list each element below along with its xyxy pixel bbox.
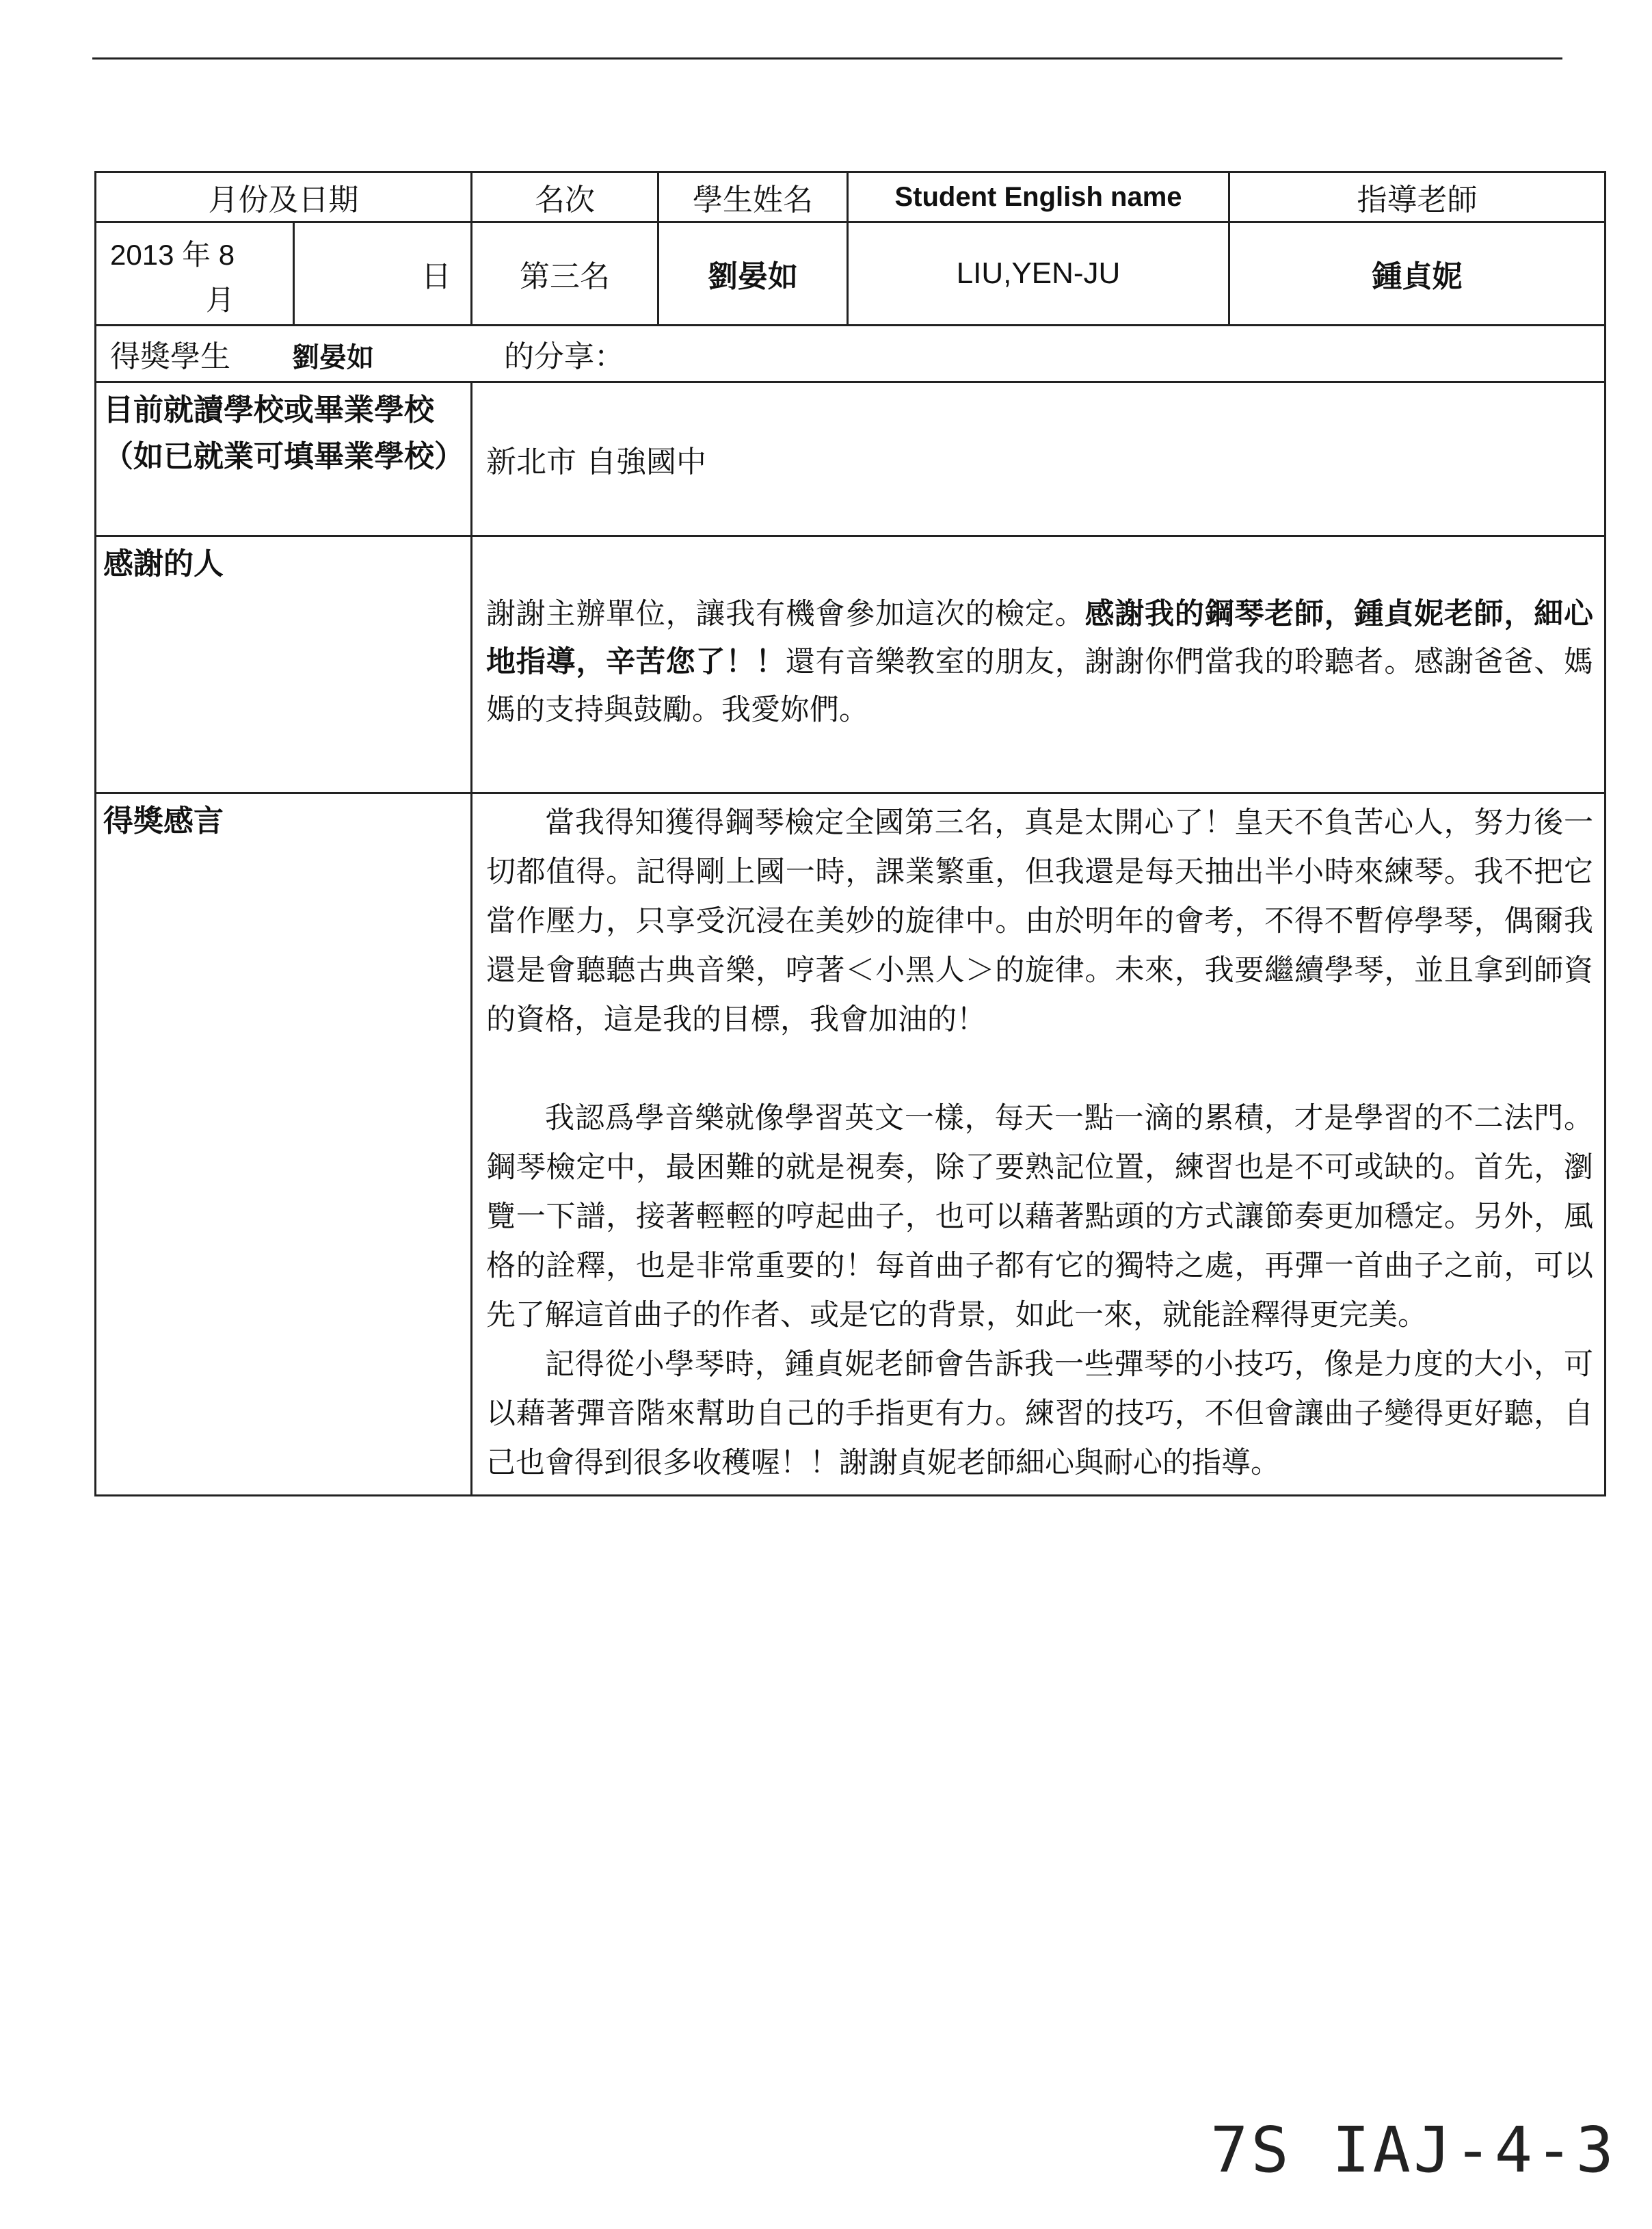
share-row: [96, 326, 1606, 382]
english-name-value: LIU,YEN-JU: [848, 222, 1229, 326]
record-row: [96, 222, 1606, 326]
share-line: [96, 326, 1606, 382]
award-paragraph-3: 記得從小學琴時，鍾貞妮老師會告訴我一些彈琴的小技巧，像是力度的大小，可以藉著彈音階來幫助自己的手指更有力。練習的技巧，不但會讓曲子變得更好聽，自己也會得到很多收穫喔！！謝謝貞妮老師細心與耐心的指導。: [486, 1347, 1593, 1480]
award-form-table: [94, 171, 1606, 1496]
share-prefix: 得獎學生: [110, 339, 230, 374]
header-english-name: Student English name: [848, 172, 1229, 222]
rank-value: 第三名: [472, 222, 658, 326]
thanks-text: [472, 536, 1606, 793]
thanks-text-2: 還有音樂教室的朋友，謝謝你們當我的聆聽者。感謝爸爸、媽媽的支持與鼓勵。我愛妳們。: [486, 645, 1594, 727]
teacher-value: 鍾貞妮: [1229, 222, 1606, 326]
thanks-label: 感謝的人: [96, 536, 472, 793]
school-value: 新北市 自強國中: [472, 382, 1606, 536]
school-row: [96, 382, 1606, 536]
top-rule: [92, 57, 1562, 60]
header-rank: 名次: [472, 172, 658, 222]
thanks-text-1: 謝謝主辦單位，讓我有機會參加這次的檢定。: [486, 597, 1085, 631]
date-day-cell: 日: [294, 222, 472, 326]
thanks-row: [96, 536, 1606, 793]
date-year-month-cell: [96, 222, 294, 326]
header-student: 學生姓名: [658, 172, 848, 222]
share-suffix: 的分享：: [504, 339, 624, 374]
share-student-name: 劉晏如: [292, 341, 374, 373]
year-month-value: 2013 年 8: [110, 239, 235, 271]
student-name-value: 劉晏如: [658, 222, 848, 326]
header-date: 月份及日期: [96, 172, 472, 222]
month-suffix: 月: [206, 283, 235, 317]
award-label: 得獎感言: [96, 793, 472, 1496]
header-row: [96, 172, 1606, 222]
school-label: 目前就讀學校或畢業學校（如已就業可填畢業學校）: [96, 382, 472, 536]
award-text: [472, 793, 1606, 1496]
award-paragraph-1: 當我得知獲得鋼琴檢定全國第三名，真是太開心了！皇天不負苦心人，努力後一切都值得。記得剛上國一時，課業繁重，但我還是每天抽出半小時來練琴。我不把它當作壓力，只享受沉浸在美妙的旋律中。由於明年的會考，不得不暫停學琴，偶爾我還是會聽聽古典音樂，哼著＜小黑人＞的旋律。未來，我要繼續學琴，並且拿到師資的資格，這是我的目標，我會加油的！: [486, 806, 1593, 1037]
award-paragraph-2: 我認爲學音樂就像學習英文一樣，每天一點一滴的累積，才是學習的不二法門。鋼琴檢定中，最困難的就是視奏，除了要熟記位置，練習也是不可或缺的。首先，瀏覽一下譜，接著輕輕的哼起曲子，也可以藉著點頭的方式讓節奏更加穩定。另外，風格的詮釋，也是非常重要的！每首曲子都有它的獨特之處，再彈一首曲子之前，可以先了解這首曲子的作者、或是它的背景，如此一來，就能詮釋得更完美。: [486, 1101, 1593, 1332]
award-row: [96, 793, 1606, 1496]
thanks-text-bold: 感謝我的鋼琴老師，鍾貞妮老師，細心地指導，辛苦您了！！: [486, 597, 1594, 679]
header-teacher: 指導老師: [1229, 172, 1606, 222]
handwritten-code: 7S IAJ-4-3: [1210, 2113, 1616, 2187]
